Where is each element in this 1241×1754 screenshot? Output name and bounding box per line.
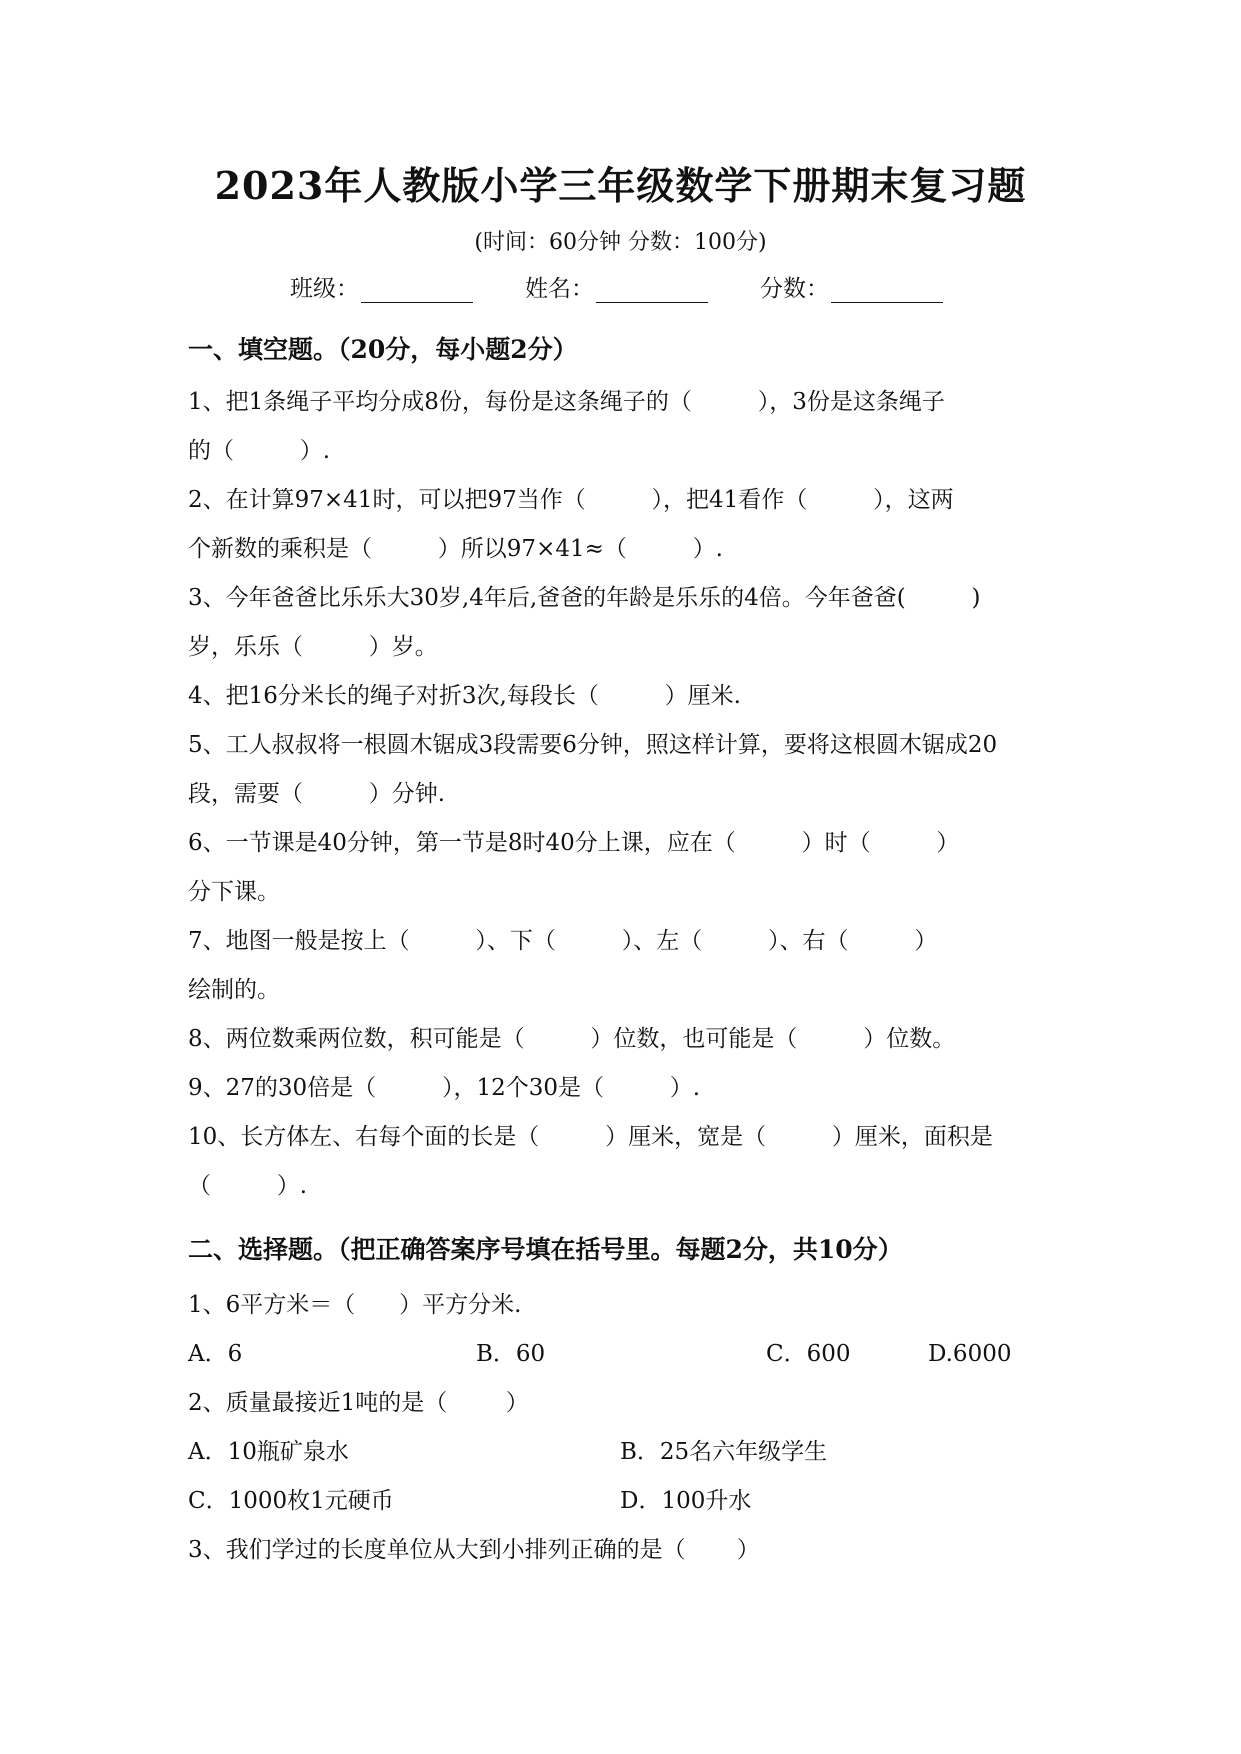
question-line: 4、把16分米长的绳子对折3次,每段长（ ）厘米. [188,683,741,709]
student-info-fields [290,270,943,303]
q2-option-d[interactable]: D．100升水 [620,1488,752,1514]
question-line: 分下课。 [188,879,280,905]
question-line: 2、在计算97×41时，可以把97当作（ ），把41看作（ ），这两 [188,487,954,513]
question-line: 3、今年爸爸比乐乐大30岁,4年后,爸爸的年龄是乐乐的4倍。今年爸爸( ) [188,585,981,611]
exam-subtitle: (时间：60分钟 分数：100分) [474,230,767,255]
question-line: 1、把1条绳子平均分成8份，每份是这条绳子的（ ），3份是这条绳子 [188,389,945,415]
q1-option-d[interactable]: D.6000 [928,1341,1012,1367]
q2-option-a[interactable]: A．10瓶矿泉水 [188,1439,349,1465]
class-blank[interactable] [361,276,473,303]
question-line: 的（ ）. [188,438,331,464]
q1-option-c[interactable]: C．600 [766,1341,851,1367]
question-line: （ ）. [188,1173,308,1199]
q1-option-a[interactable]: A．6 [188,1341,243,1367]
question-line: 岁，乐乐（ ）岁。 [188,634,438,660]
question-line: 个新数的乘积是（ ）所以97×41≈（ ）. [188,536,723,562]
name-field [525,270,708,303]
section1-heading: 一、填空题。（20分，每小题2分） [188,335,578,364]
score-blank[interactable] [831,276,943,303]
q2-option-c[interactable]: C．1000枚1元硬币 [188,1488,394,1514]
choice-question-1: 1、6平方米＝（ ）平方分米. [188,1292,522,1318]
page-title: 2023年人教版小学三年级数学下册期末复习题 [214,163,1027,208]
q1-option-b[interactable]: B．60 [476,1341,546,1367]
question-line: 10、长方体左、右每个面的长是（ ）厘米，宽是（ ）厘米，面积是 [188,1124,993,1150]
question-line: 段，需要（ ）分钟. [188,781,446,807]
class-label: 班级： [290,276,359,302]
question-line: 5、工人叔叔将一根圆木锯成3段需要6分钟，照这样计算，要将这根圆木锯成20 [188,732,998,758]
question-line: 绘制的。 [188,977,280,1003]
choice-question-2: 2、质量最接近1吨的是（ ） [188,1390,529,1416]
score-label: 分数： [760,276,829,302]
q2-option-b[interactable]: B．25名六年级学生 [620,1439,828,1465]
question-line: 6、一节课是40分钟，第一节是8时40分上课，应在（ ）时（ ） [188,830,960,856]
score-field [760,270,943,303]
question-line: 8、两位数乘两位数，积可能是（ ）位数，也可能是（ ）位数。 [188,1026,956,1052]
section2-heading: 二、选择题。（把正确答案序号填在括号里。每题2分，共10分） [188,1235,903,1264]
name-blank[interactable] [596,276,708,303]
name-label: 姓名： [525,276,594,302]
question-line: 7、地图一般是按上（ ）、下（ ）、左（ ）、右（ ） [188,928,938,954]
class-field [290,270,473,303]
choice-question-3: 3、我们学过的长度单位从大到小排列正确的是（ ） [188,1537,760,1563]
question-line: 9、27的30倍是（ ），12个30是（ ）. [188,1075,701,1101]
